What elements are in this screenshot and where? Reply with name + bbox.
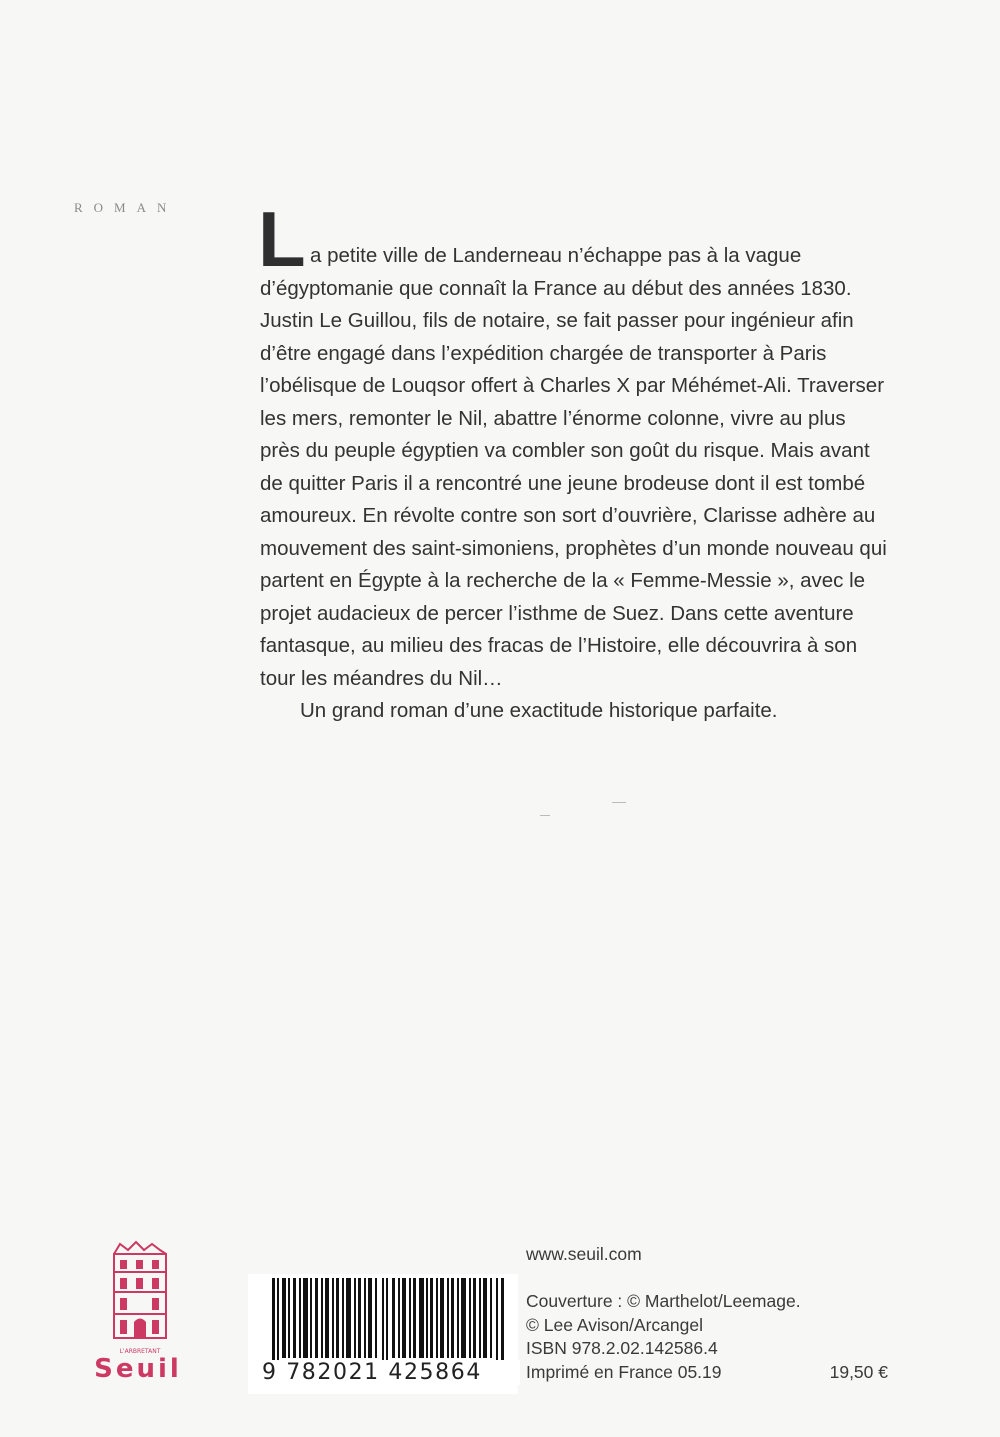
publisher-website: www.seuil.com xyxy=(526,1244,642,1264)
credits xyxy=(526,1290,892,1384)
isbn: ISBN 978.2.02.142586.4 xyxy=(526,1338,718,1358)
logo-caption: L'ARBRETANT xyxy=(119,1348,161,1355)
divider xyxy=(612,802,626,803)
blurb xyxy=(258,195,890,728)
cover-credit: Couverture : © Marthelot/Leemage. xyxy=(526,1291,801,1311)
blurb-paragraph: a petite ville de Landerneau n’échappe pas à la vague d’égyptomanie que connaît la France au début des années 1830. Justin Le Guillou, fils de notaire, se fait passer pour ingénieur afin d’être engagé dans l’expédition chargée de transporter à Paris l’obélisque de Louqsor offert à Charles X par Méhémet-Ali. Traverser les mers, remonter le Nil, abattre l’énorme colonne, vivre au plus près du peuple égyptien va combler son goût du risque. Mais avant de quitter Paris il a rencontré une jeune brodeuse dont il est tombé amoureux. En révolte contre son sort d’ouvrière, Clarisse adhère au mouvement des saint-simoniens, prophètes d’un monde nouveau qui partent en Égypte à la recherche de la « Femme-Messie », avec le projet audacieux de percer l’isthme de Suez. Dans cette aventure fantasque, au milieu des fracas de l’Histoire, elle découvrira à son tour les méandres du Nil… xyxy=(260,244,887,690)
photo-credit: © Lee Avison/Arcangel xyxy=(526,1314,703,1335)
drop-cap: L xyxy=(258,195,306,283)
divider xyxy=(540,815,550,816)
blurb-tagline: Un grand roman d’une exactitude historique parfaite. xyxy=(300,699,778,722)
print-info-row xyxy=(526,1361,892,1385)
price: 19,50 € xyxy=(829,1361,888,1382)
printed-info: Imprimé en France 05.19 xyxy=(526,1361,722,1382)
publisher-name: Seuil xyxy=(94,1354,182,1384)
barcode-icon xyxy=(272,1278,512,1364)
genre-label: ROMAN xyxy=(74,200,178,215)
barcode-digits: 9 782021 425864 xyxy=(262,1360,520,1385)
publisher-logo-icon xyxy=(108,1238,172,1358)
